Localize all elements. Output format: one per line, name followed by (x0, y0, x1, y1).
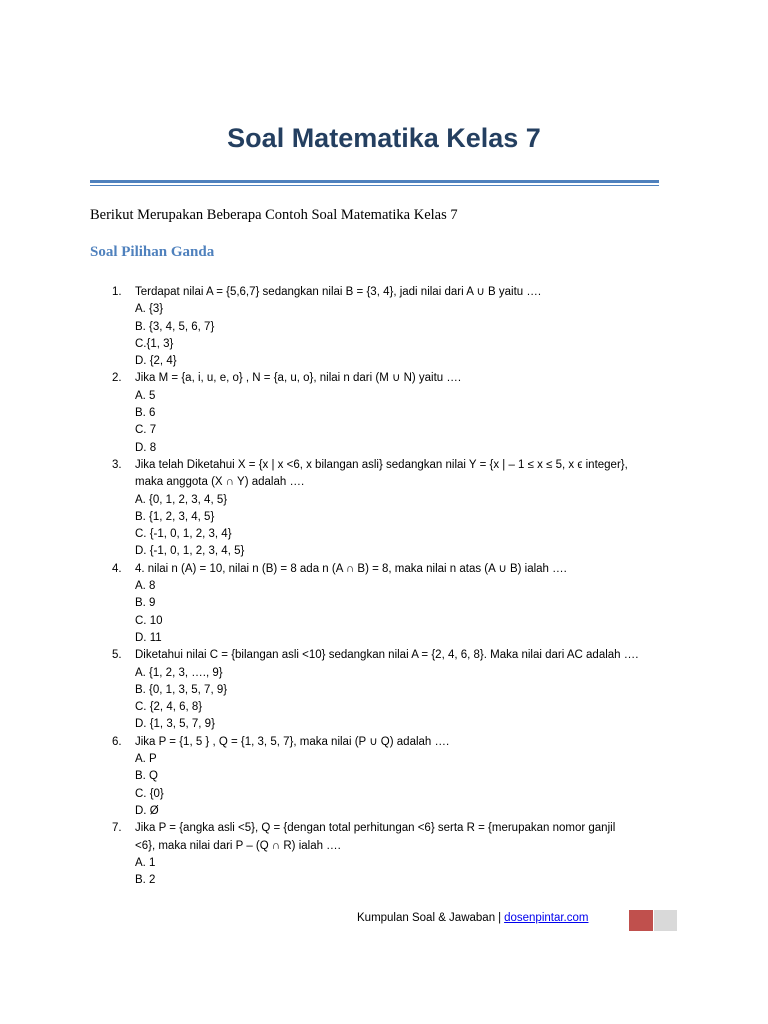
answer-option: B. 2 (135, 874, 156, 887)
question-text: Jika P = {1, 5 } , Q = {1, 3, 5, 7}, maka nilai (P ∪ Q) adalah …. (135, 735, 450, 748)
question-number: 3. (112, 458, 122, 471)
question-body (135, 284, 682, 370)
question-text: Terdapat nilai A = {5,6,7} sedangkan nilai B = {3, 4}, jadi nilai dari A ∪ B yaitu …. (135, 286, 542, 298)
section-heading: Soal Pilihan Ganda (90, 244, 215, 260)
answer-option: C. {0} (135, 787, 164, 800)
answer-option: C. {-1, 0, 1, 2, 3, 4} (135, 528, 232, 541)
question-text: Diketahui nilai C = {bilangan asli <10} sedangkan nilai A = {2, 4, 6, 8}. Maka nilai dari AC adalah …. (135, 649, 639, 662)
footer-label: Kumpulan Soal & Jawaban (357, 912, 496, 924)
question-body (135, 647, 682, 733)
answer-option: A. P (135, 753, 157, 766)
question-text: Jika telah Diketahui X = {x | x <6, x bilangan asli} sedangkan nilai Y = {x | – 1 ≤ x ≤ 5, x ϵ integer}, (135, 458, 628, 471)
question-item (112, 734, 682, 820)
answer-option: B. {1, 2, 3, 4, 5} (135, 510, 215, 523)
question-number: 6. (112, 735, 122, 748)
footer-separator: | (498, 912, 502, 924)
question-number: 4. (112, 562, 122, 575)
answer-option: B. Q (135, 770, 159, 783)
answer-option: A. {3} (135, 303, 164, 316)
answer-option: A. 1 (135, 856, 156, 869)
question-number: 5. (112, 649, 122, 662)
answer-option: C. 10 (135, 614, 163, 627)
footer-decor-gray-block (654, 910, 677, 931)
page-title: Soal Matematika Kelas 7 (227, 123, 541, 153)
question-number: 2. (112, 372, 122, 385)
question-body (135, 820, 682, 889)
answer-option: A. 5 (135, 389, 156, 402)
question-text: Jika P = {angka asli <5}, Q = {dengan total perhitungan <6} serta R = {merupakan nomor ganjil (135, 822, 616, 835)
answer-option: B. 9 (135, 597, 156, 610)
answer-option: A. {1, 2, 3, …., 9} (135, 666, 223, 679)
answer-option: D. {2, 4} (135, 355, 177, 368)
answer-option: C. 7 (135, 424, 157, 437)
answer-option: D. {1, 3, 5, 7, 9} (135, 718, 215, 731)
question-item (112, 561, 682, 647)
title-divider-thin (90, 185, 659, 186)
question-item (112, 647, 682, 733)
question-body (135, 370, 682, 456)
answer-option: C.{1, 3} (135, 337, 174, 350)
question-body (135, 561, 682, 647)
question-item (112, 370, 682, 456)
question-item (112, 284, 682, 370)
question-number: 1. (112, 286, 122, 298)
question-text: 4. nilai n (A) = 10, nilai n (B) = 8 ada n (A ∩ B) = 8, maka nilai n atas (A ∪ B) ialah …. (135, 562, 567, 575)
question-text: maka anggota (X ∩ Y) adalah …. (135, 476, 305, 489)
question-text: Jika M = {a, i, u, e, o} , N = {a, u, o}, nilai n dari (M ∪ N) yaitu …. (135, 372, 462, 385)
answer-option: A. 8 (135, 580, 156, 593)
answer-option: A. {0, 1, 2, 3, 4, 5} (135, 493, 228, 506)
answer-option: C. {2, 4, 6, 8} (135, 701, 203, 714)
question-text: <6}, maka nilai dari P – (Q ∩ R) ialah …. (135, 839, 341, 852)
question-list (112, 284, 682, 889)
footer (357, 912, 588, 924)
title-divider-thick (90, 180, 659, 183)
answer-option: D. 8 (135, 441, 157, 454)
answer-option: D. 11 (135, 631, 162, 644)
answer-option: D. Ø (135, 804, 159, 817)
answer-option: B. {3, 4, 5, 6, 7} (135, 320, 215, 333)
footer-decor-red-block (629, 910, 653, 931)
intro-text: Berikut Merupakan Beberapa Contoh Soal Matematika Kelas 7 (90, 207, 458, 223)
question-number: 7. (112, 822, 122, 835)
question-body (135, 457, 682, 561)
answer-option: D. {-1, 0, 1, 2, 3, 4, 5} (135, 545, 245, 558)
question-item (112, 457, 682, 561)
question-item (112, 820, 682, 889)
answer-option: B. {0, 1, 3, 5, 7, 9} (135, 683, 228, 696)
question-body (135, 734, 682, 820)
answer-option: B. 6 (135, 407, 156, 420)
footer-link[interactable]: dosenpintar.com (504, 912, 589, 924)
